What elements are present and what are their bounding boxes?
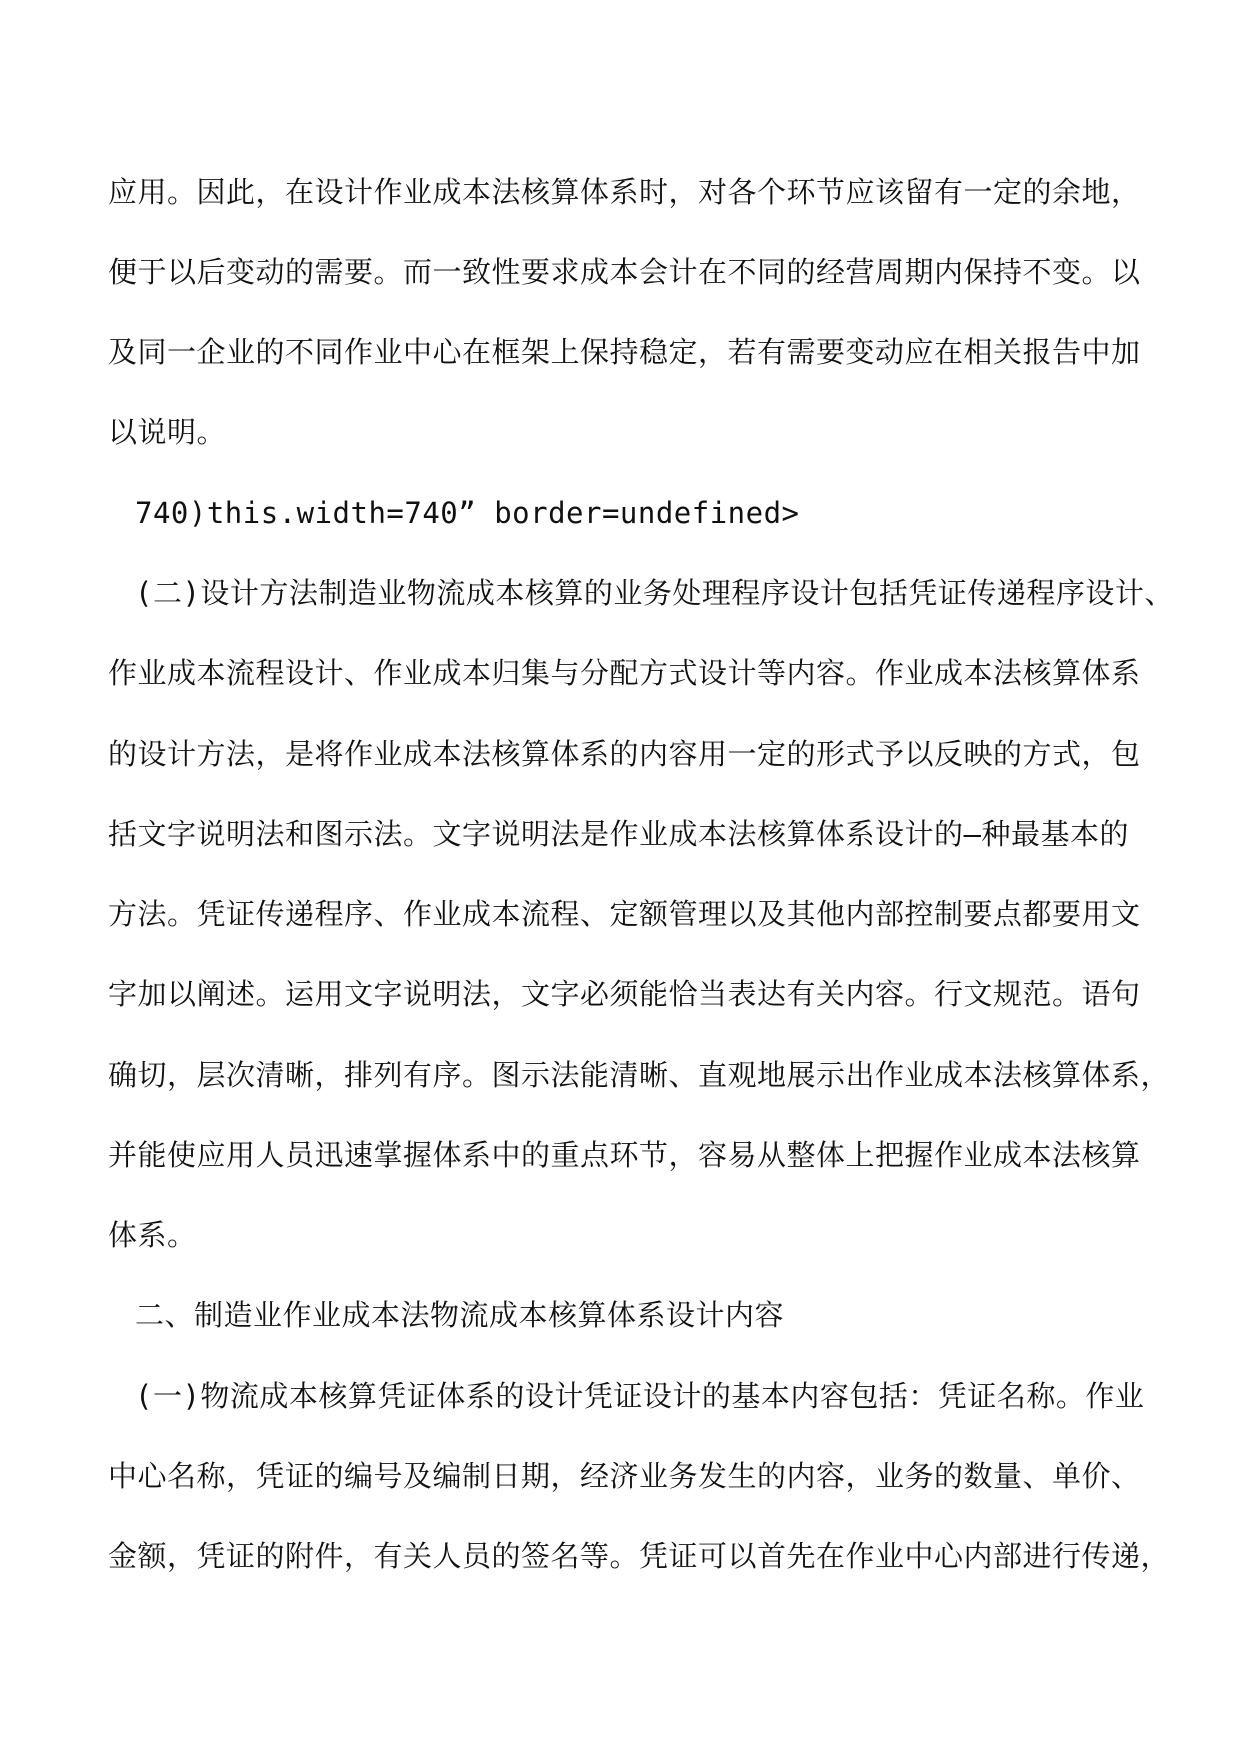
paragraph-line: 以说明。 bbox=[108, 415, 227, 449]
paragraph-line: 并能使应用人员迅速掌握体系中的重点环节，容易从整体上把握作业成本法核算 bbox=[108, 1138, 1141, 1172]
paragraph-line: 方法。凭证传递程序、作业成本流程、定额管理以及其他内部控制要点都要用文 bbox=[108, 897, 1141, 931]
paragraph-line: 便于以后变动的需要。而一致性要求成本会计在不同的经营周期内保持不变。以 bbox=[108, 255, 1141, 289]
paragraph-line: 字加以阐述。运用文字说明法，文字必须能恰当表达有关内容。行文规范。语句 bbox=[108, 977, 1141, 1011]
paragraph-line: 中心名称，凭证的编号及编制日期，经济业务发生的内容，业务的数量、单价、 bbox=[108, 1459, 1141, 1493]
paragraph-line: 括文字说明法和图示法。文字说明法是作业成本法核算体系设计的—种最基本的 bbox=[108, 817, 1129, 851]
paragraph-line: 确切，层次清晰，排列有序。图示法能清晰、直观地展示出作业成本法核算体系， bbox=[108, 1058, 1171, 1092]
paragraph-line: (二)设计方法制造业物流成本核算的业务处理程序设计包括凭证传递程序设计、 bbox=[135, 576, 1174, 610]
paragraph-line: 体系。 bbox=[108, 1218, 197, 1252]
paragraph-line: 及同一企业的不同作业中心在框架上保持稳定，若有需要变动应在相关报告中加 bbox=[108, 335, 1141, 369]
paragraph-line: 金额，凭证的附件，有关人员的签名等。凭证可以首先在作业中心内部进行传递， bbox=[108, 1539, 1171, 1573]
section-heading: 二、制造业作业成本法物流成本核算体系设计内容 bbox=[135, 1298, 785, 1332]
paragraph-line: 应用。因此，在设计作业成本法核算体系时，对各个环节应该留有一定的余地， bbox=[108, 175, 1141, 209]
paragraph-line: (一)物流成本核算凭证体系的设计凭证设计的基本内容包括：凭证名称。作业 bbox=[135, 1379, 1145, 1413]
paragraph-line: 作业成本流程设计、作业成本归集与分配方式设计等内容。作业成本法核算体系 bbox=[108, 656, 1141, 690]
broken-image-markup-text: 740)this.width=740” border=undefined> bbox=[135, 496, 800, 530]
paragraph-line: 的设计方法，是将作业成本法核算体系的内容用一定的形式予以反映的方式，包 bbox=[108, 737, 1141, 771]
